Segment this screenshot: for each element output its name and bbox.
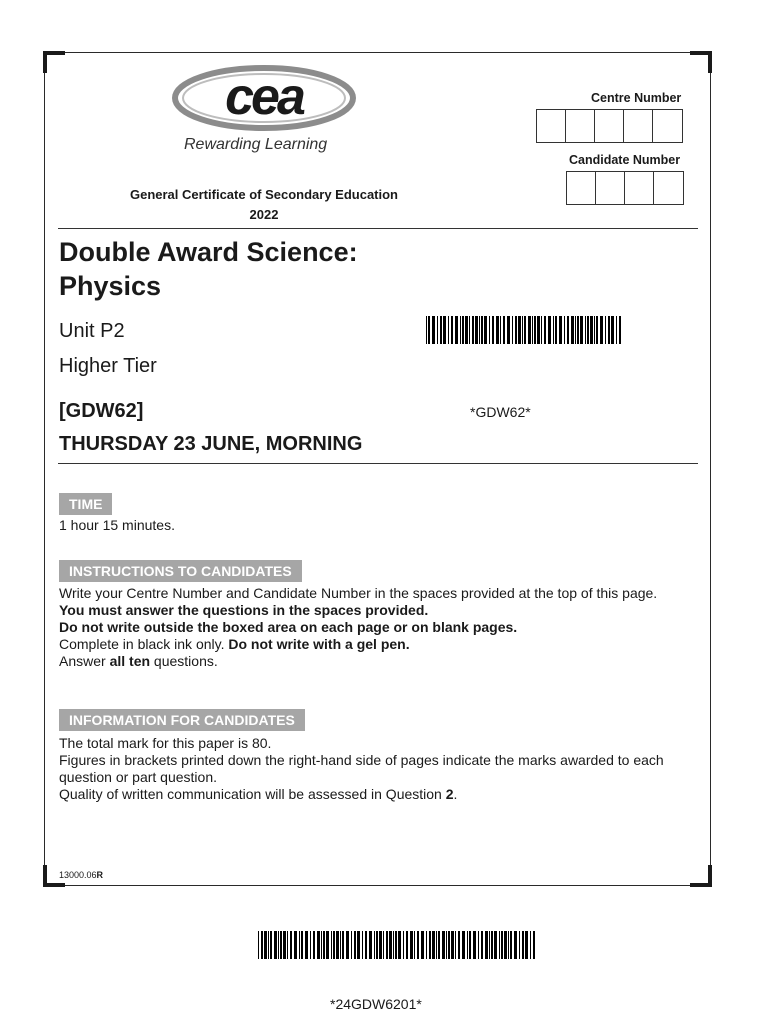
- barcode-bar: [440, 316, 442, 344]
- logo-tagline: Rewarding Learning: [184, 136, 328, 153]
- page-barcode-text: *24GDW6201*: [330, 996, 422, 1012]
- barcode-bar: [451, 931, 454, 959]
- barcode-bar: [515, 316, 517, 344]
- information-line: The total mark for this paper is 80.: [59, 735, 272, 751]
- barcode-bar: [432, 316, 435, 344]
- barcode-bar: [534, 316, 536, 344]
- barcode-bar: [458, 931, 460, 959]
- centre-number-digit[interactable]: [537, 110, 566, 142]
- barcode-bar: [504, 931, 507, 959]
- instruction-line: You must answer the questions in the spaces provided.: [59, 602, 429, 618]
- barcode-bar: [442, 931, 445, 959]
- paper-reference-number: 13000.06: [59, 870, 97, 880]
- exam-code: [GDW62]: [59, 400, 144, 422]
- barcode-bar: [287, 931, 288, 959]
- barcode-bar: [600, 316, 603, 344]
- barcode-bar: [362, 931, 363, 959]
- barcode-bar: [580, 316, 583, 344]
- centre-number-boxes[interactable]: [536, 109, 683, 143]
- barcode-bar: [469, 316, 470, 344]
- barcode-bar: [605, 316, 606, 344]
- instruction-emphasis: all ten: [109, 653, 151, 669]
- candidate-number-digit[interactable]: [654, 172, 683, 204]
- barcode-bar: [530, 931, 531, 959]
- barcode-bar: [472, 316, 474, 344]
- information-text: Quality of written communication will be assessed in Question: [59, 786, 446, 802]
- barcode-bar: [481, 931, 483, 959]
- barcode-bar: [340, 931, 341, 959]
- barcode-bar: [469, 931, 471, 959]
- exam-unit: Unit P2: [59, 320, 125, 342]
- centre-number-digit[interactable]: [595, 110, 624, 142]
- barcode-bar: [268, 931, 269, 959]
- barcode-bar: [500, 316, 501, 344]
- barcode-bar: [522, 931, 524, 959]
- barcode-bar: [321, 931, 322, 959]
- time-text: 1 hour 15 minutes.: [59, 517, 175, 533]
- barcode-bar: [436, 931, 437, 959]
- barcode-bar: [494, 931, 497, 959]
- barcode-bar: [346, 931, 349, 959]
- logo-text: cea: [225, 68, 303, 126]
- centre-number-label: Centre Number: [591, 91, 682, 105]
- barcode-bar: [587, 316, 589, 344]
- barcode-bar: [491, 931, 493, 959]
- barcode-bar: [258, 931, 259, 959]
- barcode-bar: [393, 931, 394, 959]
- instruction-text: Complete in black ink only.: [59, 636, 229, 652]
- instruction-line: Write your Centre Number and Candidate Number in the spaces provided at the top of this page.: [59, 585, 658, 601]
- candidate-number-label: Candidate Number: [569, 153, 681, 167]
- barcode-bar: [507, 316, 510, 344]
- barcode-bar: [426, 316, 427, 344]
- barcode-bar: [274, 931, 277, 959]
- barcode-bar: [383, 931, 384, 959]
- barcode-bar: [548, 316, 551, 344]
- divider-top: [58, 228, 698, 229]
- barcode-bar: [525, 931, 528, 959]
- barcode-bar: [575, 316, 576, 344]
- barcode-bar: [429, 931, 431, 959]
- barcode-bar: [389, 931, 392, 959]
- barcode-bar: [313, 931, 315, 959]
- barcode-bar: [467, 931, 468, 959]
- page-barcode: [258, 931, 537, 959]
- barcode-bar: [270, 931, 272, 959]
- barcode-bar: [432, 931, 435, 959]
- barcode-bar: [462, 316, 464, 344]
- barcode-bar: [331, 931, 332, 959]
- barcode-bar: [590, 316, 593, 344]
- barcode-bar: [465, 316, 468, 344]
- barcode-bar: [455, 931, 456, 959]
- barcode-bar: [283, 931, 286, 959]
- barcode-bar: [417, 931, 419, 959]
- barcode-bar: [294, 931, 297, 959]
- barcode-bar: [533, 931, 535, 959]
- barcode-bar: [611, 316, 614, 344]
- barcode-bar: [443, 316, 446, 344]
- barcode-bar: [333, 931, 335, 959]
- barcode-bar: [299, 931, 300, 959]
- divider-mid: [58, 463, 698, 464]
- barcode-bar: [301, 931, 303, 959]
- barcode-bar: [280, 931, 282, 959]
- candidate-number-boxes[interactable]: [566, 171, 684, 205]
- barcode-bar: [376, 931, 378, 959]
- exam-title: [59, 235, 358, 303]
- candidate-number-digit[interactable]: [596, 172, 625, 204]
- barcode-bar: [478, 931, 479, 959]
- barcode-bar: [351, 931, 352, 959]
- barcode-bar: [398, 931, 401, 959]
- information-body: [59, 735, 689, 803]
- exam-year: 2022: [249, 207, 279, 222]
- barcode-bar: [585, 316, 586, 344]
- instructions-body: [59, 585, 689, 670]
- instruction-emphasis: Do not write with a gel pen.: [228, 636, 410, 652]
- barcode-bar: [564, 316, 565, 344]
- barcode-bar: [357, 931, 360, 959]
- instruction-text: questions.: [150, 653, 218, 669]
- barcode-bar: [479, 316, 480, 344]
- barcode-bar: [577, 316, 579, 344]
- exam-title-line2: Physics: [59, 271, 162, 301]
- barcode-bar: [544, 316, 546, 344]
- information-text: .: [453, 786, 458, 802]
- barcode-bar: [485, 931, 488, 959]
- barcode-bar: [426, 931, 427, 959]
- information-heading: INFORMATION FOR CANDIDATES: [59, 709, 305, 731]
- information-line: [59, 786, 689, 803]
- barcode-bar: [537, 316, 540, 344]
- barcode-bar: [484, 316, 487, 344]
- information-emphasis: 2: [445, 786, 454, 802]
- barcode-bar: [386, 931, 388, 959]
- centre-number-digit[interactable]: [624, 110, 653, 142]
- barcode-bar: [541, 316, 542, 344]
- barcode-bar: [290, 931, 292, 959]
- barcode-bar: [555, 316, 557, 344]
- barcode-bar: [369, 931, 372, 959]
- exam-barcode-text: *GDW62*: [470, 404, 531, 420]
- information-line: Figures in brackets printed down the right-hand side of pages indicate the marks awarded to each question or part question.: [59, 752, 664, 785]
- barcode-bar: [455, 316, 458, 344]
- qualification-name: General Certificate of Secondary Education: [129, 187, 399, 202]
- barcode-bar: [489, 316, 490, 344]
- barcode-bar: [616, 316, 617, 344]
- barcode-bar: [406, 931, 408, 959]
- barcode-bar: [462, 931, 465, 959]
- instruction-line: Do not write outside the boxed area on each page or on blank pages.: [59, 619, 518, 635]
- barcode-bar: [503, 316, 505, 344]
- barcode-bar: [421, 931, 424, 959]
- barcode-bar: [437, 316, 438, 344]
- barcode-bar: [492, 316, 494, 344]
- corner-mark-tl-h: [43, 51, 65, 55]
- barcode-bar: [395, 931, 397, 959]
- barcode-bar: [608, 316, 610, 344]
- barcode-bar: [261, 931, 263, 959]
- barcode-bar: [508, 931, 509, 959]
- barcode-bar: [342, 931, 344, 959]
- barcode-bar: [317, 931, 320, 959]
- barcode-bar: [446, 931, 447, 959]
- barcode-bar: [496, 316, 499, 344]
- exam-title-line1: Double Award Science:: [59, 237, 358, 267]
- corner-mark-tr-h: [690, 51, 712, 55]
- barcode-bar: [326, 931, 329, 959]
- instructions-heading: INSTRUCTIONS TO CANDIDATES: [59, 560, 302, 582]
- barcode-bar: [524, 316, 526, 344]
- barcode-bar: [518, 316, 521, 344]
- barcode-bar: [448, 931, 450, 959]
- barcode-bar: [264, 931, 267, 959]
- barcode-bar: [501, 931, 503, 959]
- instruction-line: [59, 636, 689, 653]
- barcode-bar: [594, 316, 595, 344]
- paper-reference-suffix: R: [96, 870, 104, 880]
- barcode-bar: [499, 931, 500, 959]
- barcode-bar: [278, 931, 279, 959]
- barcode-bar: [374, 931, 375, 959]
- barcode-bar: [403, 931, 404, 959]
- instruction-text: Answer: [59, 653, 110, 669]
- corner-mark-bl-h: [43, 883, 65, 887]
- candidate-number-digit[interactable]: [625, 172, 654, 204]
- instruction-line: [59, 653, 689, 670]
- qualification-heading: [80, 185, 448, 225]
- barcode-bar: [596, 316, 598, 344]
- barcode-bar: [354, 931, 356, 959]
- barcode-bar: [379, 931, 382, 959]
- barcode-bar: [559, 316, 562, 344]
- barcode-bar: [438, 931, 440, 959]
- exam-tier: Higher Tier: [59, 355, 157, 377]
- barcode-bar: [532, 316, 533, 344]
- barcode-bar: [310, 931, 311, 959]
- barcode-bar: [481, 316, 483, 344]
- barcode-bar: [553, 316, 554, 344]
- barcode-bar: [460, 316, 461, 344]
- cea-logo: [172, 64, 356, 132]
- barcode-bar: [514, 931, 517, 959]
- barcode-bar: [428, 316, 430, 344]
- barcode-bar: [305, 931, 308, 959]
- barcode-bar: [414, 931, 415, 959]
- exam-date: THURSDAY 23 JUNE, MORNING: [59, 433, 363, 455]
- barcode-bar: [448, 316, 449, 344]
- barcode-bar: [475, 316, 478, 344]
- candidate-number-digit[interactable]: [567, 172, 596, 204]
- barcode-bar: [365, 931, 367, 959]
- barcode-bar: [410, 931, 413, 959]
- barcode-bar: [567, 316, 569, 344]
- barcode-bar: [336, 931, 339, 959]
- barcode-bar: [512, 316, 513, 344]
- barcode-bar: [619, 316, 621, 344]
- exam-barcode: [426, 316, 623, 344]
- paper-reference: [59, 870, 103, 880]
- corner-mark-br-h: [690, 883, 712, 887]
- barcode-bar: [571, 316, 574, 344]
- barcode-bar: [489, 931, 490, 959]
- time-heading: TIME: [59, 493, 112, 515]
- centre-number-digit[interactable]: [566, 110, 595, 142]
- centre-number-digit[interactable]: [653, 110, 682, 142]
- barcode-bar: [522, 316, 523, 344]
- barcode-bar: [528, 316, 531, 344]
- barcode-bar: [323, 931, 325, 959]
- barcode-bar: [510, 931, 512, 959]
- barcode-bar: [473, 931, 476, 959]
- barcode-bar: [451, 316, 453, 344]
- barcode-bar: [519, 931, 520, 959]
